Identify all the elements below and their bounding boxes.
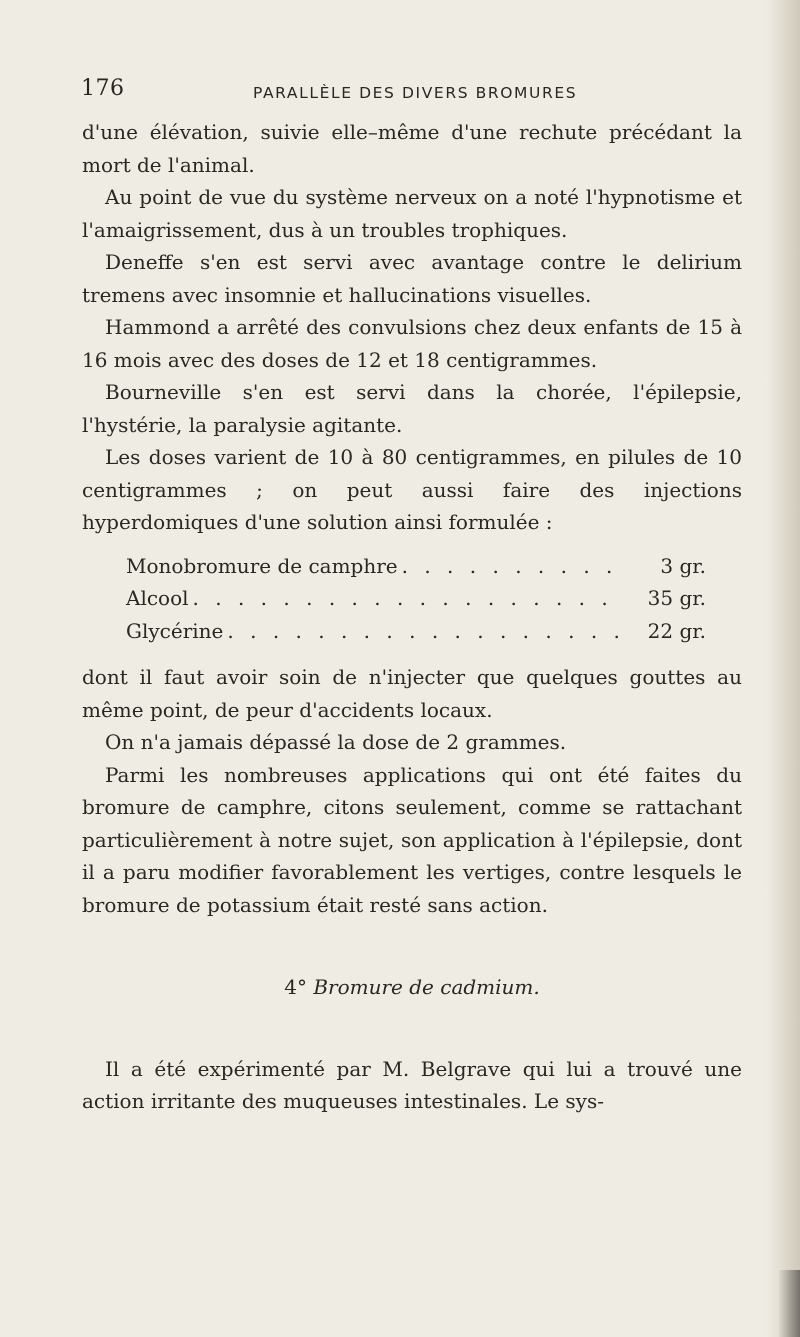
formula-ingredient: Glycérine [126, 618, 224, 643]
running-title: PARALLÈLE DES DIVERS BROMURES [253, 84, 578, 102]
formula-quantity: 35 gr. [647, 586, 706, 610]
section-heading [82, 971, 742, 1004]
page-number: 176 [81, 76, 125, 101]
paragraph: dont il faut avoir soin de n'injecter que quelques gouttes au même point, de peur d'accidents locaux. [82, 665, 742, 722]
section-title: Bromure de cadmium. [313, 975, 540, 999]
page-corner-shadow [778, 1270, 800, 1337]
paragraph: Parmi les nombreuses applications qui ont été faites du bromure de camphre, citons seulement, comme se rattachant particulièrement à notre sujet, son application à l'épilepsie, dont il a paru modifier favorablement les vertiges, contre lesquels le bromure de potassium était resté sans action. [82, 762, 742, 917]
leader-dots [398, 550, 620, 583]
paragraph: Bourneville s'en est servi dans la chorée, l'épilepsie, l'hystérie, la paralysie agitante. [82, 380, 742, 437]
formula-row [126, 582, 706, 615]
body-text [82, 116, 742, 1118]
formula-quantity: 3 gr. [660, 553, 706, 578]
formula-quantity: 22 gr. [647, 618, 706, 643]
paragraph: On n'a jamais dépassé la dose de 2 grammes. [105, 730, 567, 754]
paragraph: Hammond a arrêté des convulsions chez deux enfants de 15 à 16 mois avec des doses de 12 et 18 centigrammes. [82, 315, 742, 372]
paragraph: Deneffe s'en est servi avec avantage contre le delirium tremens avec insomnie et hallucinations visuelles. [82, 250, 742, 307]
formula-row [126, 550, 706, 583]
formula-ingredient: Monobromure de camphre [126, 553, 398, 578]
page-header [81, 72, 721, 108]
paragraph: d'une élévation, suivie elle–même d'une rechute précédant la mort de l'animal. [82, 120, 742, 177]
paragraph: Au point de vue du système nerveux on a noté l'hypnotisme et l'amaigrissement, dus à un troubles trophiques. [82, 185, 742, 242]
leader-dots [223, 615, 620, 648]
section-number: 4° [284, 975, 307, 999]
formula-table [126, 550, 706, 648]
formula-row [126, 615, 706, 648]
paragraph: Les doses varient de 10 à 80 centigrammes, en pilules de 10 centigrammes ; on peut aussi faire des injections hyperdomiques d'une solution ainsi formulée : [82, 445, 742, 534]
leader-dots [189, 582, 620, 615]
page-edge-shading [766, 0, 800, 1337]
paragraph: Il a été expérimenté par M. Belgrave qui lui a trouvé une action irritante des muqueuses intestinales. Le sys- [82, 1056, 742, 1113]
formula-ingredient: Alcool [126, 586, 189, 610]
